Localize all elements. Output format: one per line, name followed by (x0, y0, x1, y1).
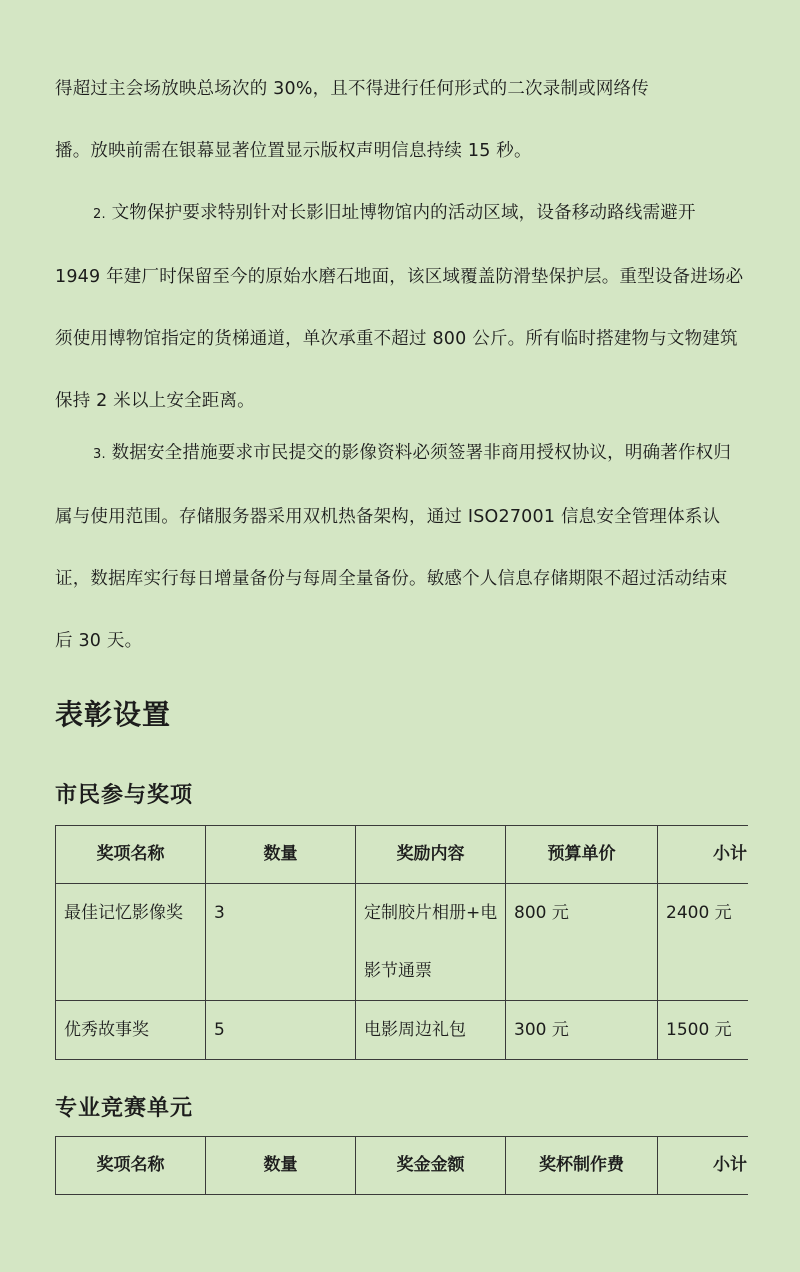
table-cell: 5 (206, 1001, 356, 1060)
table-1-title: 市民参与奖项 (55, 783, 194, 808)
table-1-header-cell: 奖励内容 (356, 826, 506, 884)
table-2-header-cell: 数量 (206, 1137, 356, 1195)
table-1-header-cell: 奖项名称 (56, 826, 206, 884)
table-1-header-cell: 预算单价 (506, 826, 658, 884)
paragraph-2-number: 2. (93, 207, 106, 222)
table-2-title: 专业竞赛单元 (55, 1096, 194, 1121)
paragraph-3-text: 数据安全措施要求市民提交的影像资料必须签署非商用授权协议，明确著作权归属与使用范围。存储服务器采用双机热备架构，通过 ISO27001 信息安全管理体系认证，数据库实行每日增量备份与每周全量备份。敏感个人信息存储期限不超过活动结束后 30 天。 (55, 443, 732, 651)
paragraph-2 (55, 182, 745, 432)
table-cell: 定制胶片相册+电影节通票 (356, 884, 506, 1001)
table-1-wrapper (55, 825, 748, 1060)
paragraph-3 (55, 422, 745, 672)
table-2 (55, 1136, 748, 1195)
table-1 (55, 825, 748, 1060)
table-2-header-cell: 奖项名称 (56, 1137, 206, 1195)
table-cell: 1500 元 (658, 1001, 749, 1060)
table-row (56, 1001, 749, 1060)
table-cell: 300 元 (506, 1001, 658, 1060)
table-row (56, 884, 749, 1001)
table-1-header-row (56, 826, 749, 884)
table-2-header-cell: 奖金金额 (356, 1137, 506, 1195)
paragraph-2-text: 文物保护要求特别针对长影旧址博物馆内的活动区域，设备移动路线需避开 1949 年建厂时保留至今的原始水磨石地面，该区域覆盖防滑垫保护层。重型设备进场必须使用博物馆指定的货梯通道，单次承重不超过 800 公斤。所有临时搭建物与文物建筑保持 2 米以上安全距离。 (55, 203, 744, 411)
table-cell: 800 元 (506, 884, 658, 1001)
paragraph-3-number: 3. (93, 447, 106, 462)
table-2-header-row (56, 1137, 749, 1195)
table-1-header-cell: 数量 (206, 826, 356, 884)
section-title: 表彰设置 (55, 698, 172, 731)
table-2-header-cell: 小计 (658, 1137, 749, 1195)
table-cell: 优秀故事奖 (56, 1001, 206, 1060)
table-2-wrapper (55, 1136, 748, 1195)
table-cell: 电影周边礼包 (356, 1001, 506, 1060)
paragraph-1-line-2: 播。放映前需在银幕显著位置显示版权声明信息持续 15 秒。 (55, 141, 532, 161)
paragraph-1 (55, 58, 755, 182)
table-2-header-cell: 奖杯制作费 (506, 1137, 658, 1195)
table-cell: 最佳记忆影像奖 (56, 884, 206, 1001)
table-cell: 2400 元 (658, 884, 749, 1001)
table-1-header-cell: 小计 (658, 826, 749, 884)
paragraph-1-line-1: 得超过主会场放映总场次的 30%，且不得进行任何形式的二次录制或网络传 (55, 79, 649, 99)
table-cell: 3 (206, 884, 356, 1001)
